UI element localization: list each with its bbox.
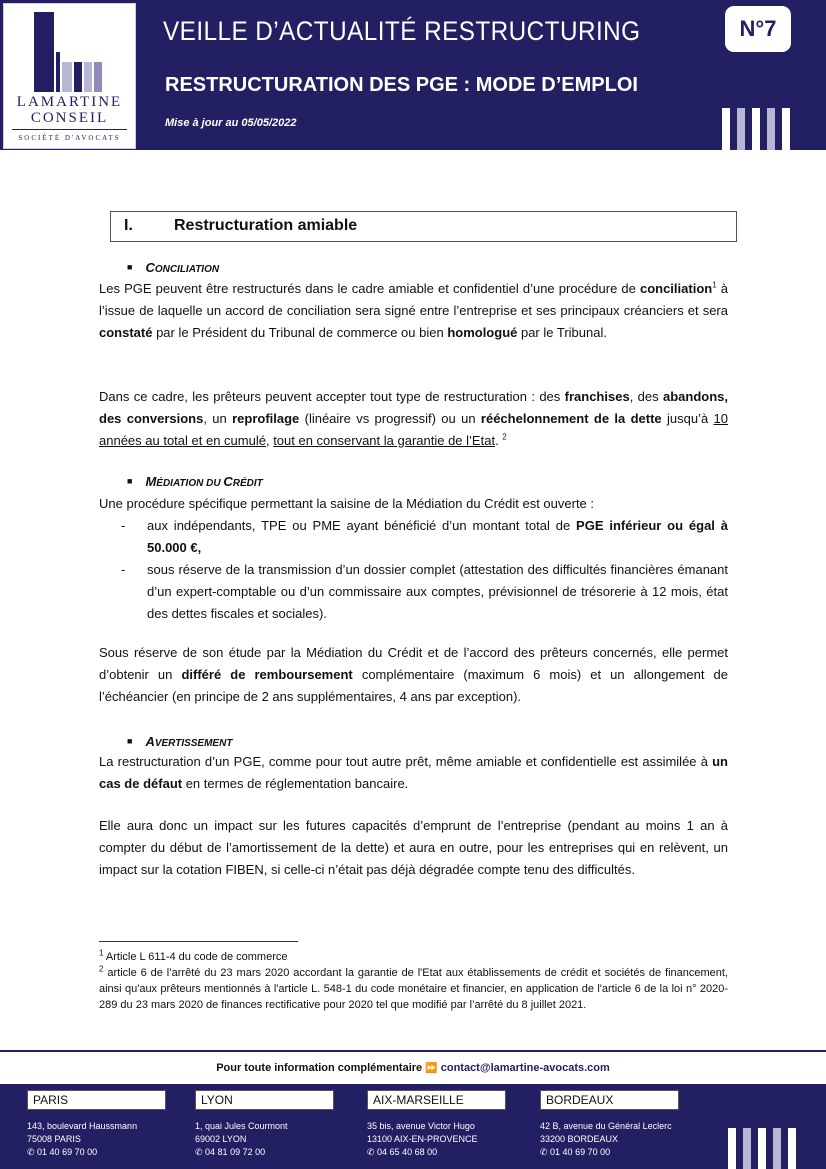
- square-bullet-icon: ■: [127, 262, 133, 272]
- footer-divider: [0, 1050, 826, 1052]
- square-bullet-icon: ■: [127, 476, 133, 486]
- dash-bullet: -: [121, 562, 126, 577]
- contact-email-link[interactable]: contact@lamartine-avocats.com: [437, 1062, 610, 1074]
- square-bullet-icon: ■: [127, 736, 133, 746]
- dash-bullet: -: [121, 518, 126, 533]
- contact-line: Pour toute information complémentaire ⏩ contact@lamartine-avocats.com: [216, 1062, 610, 1074]
- paragraph-avertissement-1: La restructuration d’un PGE, comme pour tout autre prêt, même amiable et confidentielle est assimilée à un cas de défaut en termes de réglementation bancaire.: [99, 754, 728, 791]
- footnote-1: $^1$ Article L 611-4 du code de commerce: [99, 948, 288, 963]
- footnote-ref-2[interactable]: 2: [502, 432, 507, 442]
- phone-number[interactable]: ✆ 01 40 69 70 00: [27, 1147, 98, 1157]
- subheading-mediation: ■ MÉDIATION DU CRÉDIT: [127, 474, 263, 489]
- office-address-lyon: 1, quai Jules Courmont 69002 LYON ✆ 04 81 09 72 00: [195, 1121, 288, 1157]
- section-number: I.: [124, 217, 133, 234]
- firm-logo[interactable]: [3, 3, 136, 149]
- paragraph-conciliation-2: Dans ce cadre, les prêteurs peuvent accepter tout type de restructuration : des franchises, des abandons, des conversions, un reprofilage (linéaire vs progressif) ou un rééchelonnement de la dette jusqu’à 10 années au total et en cumulé, tout en conservant la garantie de l’Etat. $^2$: [99, 389, 729, 448]
- office-address-aix-marseille: 35 bis, avenue Victor Hugo 13100 AIX-EN-PROVENCE ✆ 04 65 40 68 00: [367, 1121, 478, 1157]
- phone-number[interactable]: ✆ 01 40 69 70 00: [540, 1147, 611, 1157]
- paragraph-mediation-intro: Une procédure spécifique permettant la saisine de la Médiation du Crédit est ouverte :: [99, 496, 595, 511]
- footnote-2: $^2$ article 6 de l’arrêté du 23 mars 2020 accordant la garantie de l'Etat aux établissements de crédit et sociétés de financement, ainsi qu'aux prêteurs mentionnés à l'article L. 548-1 du code monétaire et financier, en application de l'article 6 de la loi n° 2020-289 du 23 mars 2020 de finances rectificative pour 2020 tel que modifié par l’arrêté du 8 juillet 2021.: [99, 964, 728, 1011]
- logo-divider: [12, 129, 127, 130]
- footnote-ref-1[interactable]: 1: [712, 280, 717, 290]
- office-city-aix-marseille: AIX-MARSEILLE: [367, 1090, 506, 1110]
- decorative-stripes-icon: [728, 1128, 808, 1169]
- paragraph-mediation-2: Sous réserve de son étude par la Médiation du Crédit et de l’accord des prêteurs concernés, elle permet d’obtenir un différé de remboursement complémentaire (maximum 6 mois) et un allongement de l’échéancier (en principe de 2 ans supplémentaires, 4 ans par exception).: [99, 645, 729, 704]
- decorative-stripes-icon: [722, 108, 802, 150]
- office-city-bordeaux: BORDEAUX: [540, 1090, 679, 1110]
- footnote-divider: [99, 941, 298, 942]
- logo-tagline: SOCIÉTÉ D'AVOCATS: [18, 134, 121, 142]
- page-title: RESTRUCTURATION DES PGE : MODE D’EMPLOI: [165, 74, 638, 96]
- list-item: - sous réserve de la transmission d’un dossier complet (attestation des difficultés financières émanant d’un expert-comptable ou d’un commissaire aux comptes, prévisionnel de trésorerie à 12 mois, état des dettes fiscales et sociales).: [99, 559, 728, 625]
- section-title: Restructuration amiable: [174, 217, 358, 234]
- office-address-bordeaux: 42 B, avenue du Général Leclerc 33200 BORDEAUX ✆ 01 40 69 70 00: [540, 1121, 672, 1157]
- subheading-conciliation: ■ CONCILIATION: [127, 260, 220, 275]
- phone-number[interactable]: ✆ 04 65 40 68 00: [367, 1147, 438, 1157]
- phone-number[interactable]: ✆ 04 81 09 72 00: [195, 1147, 266, 1157]
- header-banner: [0, 0, 826, 150]
- office-city-paris: PARIS: [27, 1090, 166, 1110]
- issue-number-badge: N°7: [725, 6, 791, 52]
- list-item: - aux indépendants, TPE ou PME ayant bénéficié d’un montant total de PGE inférieur ou égal à 50.000 €,: [99, 515, 728, 559]
- paragraph-conciliation-1: Les PGE peuvent être restructurés dans le cadre amiable et confidentiel d’une procédure de conciliation$^1$ à l’issue de laquelle un accord de conciliation sera signé entre l’entreprise et ses principaux créanciers et sera constaté par le Président du Tribunal de commerce ou bien homologué par le Tribunal.: [99, 280, 728, 340]
- newsletter-title: VEILLE D’ACTUALITÉ RESTRUCTURING: [163, 16, 641, 46]
- subheading-avertissement: ■ AVERTISSEMENT: [127, 734, 233, 749]
- logo-line2: CONSEIL: [30, 110, 109, 126]
- office-address-paris: 143, boulevard Haussmann 75008 PARIS ✆ 01 40 69 70 00: [27, 1121, 138, 1157]
- logo-line1: LAMARTINE: [16, 94, 123, 110]
- update-date: Mise à jour au 05/05/2022: [165, 117, 297, 129]
- section-heading-box: [110, 211, 737, 242]
- footer-offices: [0, 1084, 826, 1169]
- office-city-lyon: LYON: [195, 1090, 334, 1110]
- paragraph-avertissement-2: Elle aura donc un impact sur les futures capacités d’emprunt de l’entreprise (pendant au moins 1 an à compter du début de l’amortissement de la dette) et aura en outre, pour les entreprises qui en relèvent, un impact sur la cotation FIBEN, si celle-ci n’était pas déjà dégradée compte tenu des difficultés.: [99, 818, 728, 877]
- fast-forward-icon: ⏩: [425, 1063, 438, 1074]
- logo-bars-icon: [34, 12, 104, 92]
